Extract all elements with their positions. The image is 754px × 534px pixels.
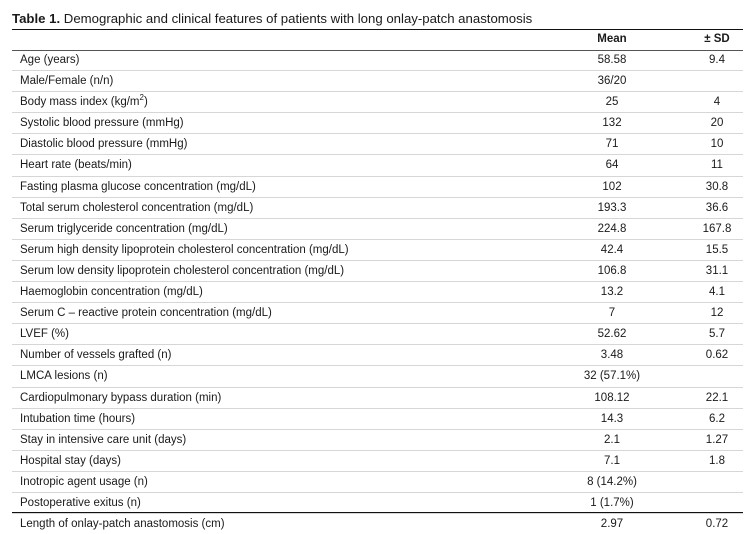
row-mean: 193.3: [597, 201, 627, 214]
row-mean: 14.3: [600, 412, 624, 425]
row-sd: 15.5: [705, 243, 729, 256]
table-row: [12, 282, 743, 303]
table-row: [12, 451, 743, 472]
table-row: [12, 514, 743, 534]
table-row: [12, 177, 743, 198]
row-mean: 32 (57.1%): [583, 370, 641, 383]
row-sd: 0.72: [705, 518, 729, 531]
row-label: Intubation time (hours): [20, 412, 136, 425]
row-mean: 2.1: [604, 433, 620, 446]
row-mean: 52.62: [597, 328, 627, 341]
bottom-rule: [12, 512, 743, 513]
row-mean: 7.1: [604, 454, 620, 467]
row-label: Inotropic agent usage (n): [20, 475, 148, 488]
row-label: Diastolic blood pressure (mmHg): [20, 138, 188, 151]
row-mean: 71: [605, 138, 619, 151]
row-mean: 25: [605, 96, 619, 109]
row-label: Age (years): [20, 54, 80, 66]
row-mean: 2.97: [600, 518, 624, 531]
table-caption: [12, 10, 532, 28]
row-label: Length of onlay-patch anastomosis (cm): [20, 518, 225, 531]
row-label: LVEF (%): [20, 328, 69, 341]
row-sd: 9.4: [709, 54, 725, 66]
row-mean: 42.4: [600, 243, 624, 256]
table-row: [12, 430, 743, 451]
row-mean: 1 (1.7%): [590, 496, 634, 509]
header-mean: Mean: [597, 33, 627, 45]
row-label: Total serum cholesterol concentration (mg/dL): [20, 201, 254, 214]
row-label: Fasting plasma glucose concentration (mg/dL): [20, 180, 256, 193]
table-row: [12, 261, 743, 282]
row-label: Serum C – reactive protein concentration (mg/dL): [20, 307, 272, 320]
header-sd: ± SD: [704, 33, 730, 45]
row-sd: 5.7: [709, 328, 725, 341]
row-label-text: Body mass index (kg/m: [20, 96, 140, 109]
row-label: Serum high density lipoprotein cholesterol concentration (mg/dL): [20, 243, 349, 256]
row-label: Number of vessels grafted (n): [20, 349, 172, 362]
row-label: Hospital stay (days): [20, 454, 121, 467]
caption-text: Demographic and clinical features of patients with long onlay-patch anastomosis: [60, 11, 533, 26]
table-row: [12, 324, 743, 345]
row-mean: 3.48: [600, 349, 624, 362]
table-row: [12, 388, 743, 409]
table-row: [12, 493, 743, 514]
table-row: [12, 345, 743, 366]
row-sd: 4.1: [709, 286, 725, 299]
row-mean: 102: [602, 180, 622, 193]
row-mean: 8 (14.2%): [587, 475, 637, 488]
row-sd: 20: [710, 117, 724, 130]
row-sd: 6.2: [709, 412, 725, 425]
row-mean: 13.2: [600, 286, 624, 299]
row-mean: 106.8: [597, 264, 627, 277]
table-row: [12, 219, 743, 240]
table-row: [12, 155, 743, 176]
table-row: [12, 366, 743, 387]
row-sd: 12: [710, 307, 724, 320]
row-label: Cardiopulmonary bypass duration (min): [20, 391, 222, 404]
table-header: [12, 30, 743, 51]
row-label: Male/Female (n/n): [20, 75, 114, 88]
row-label: Serum low density lipoprotein cholesterol concentration (mg/dL): [20, 264, 345, 277]
caption-label: Table 1.: [12, 11, 61, 26]
row-label: [20, 92, 148, 112]
table-row: [12, 240, 743, 261]
table-body: [12, 50, 743, 534]
row-label: Serum triglyceride concentration (mg/dL): [20, 222, 228, 235]
table-row: [12, 198, 743, 219]
table-row: [12, 303, 743, 324]
row-sd: 31.1: [705, 264, 729, 277]
row-mean: 64: [605, 159, 619, 172]
row-sd: 30.8: [705, 180, 729, 193]
table-row: [12, 50, 743, 71]
row-sd: 167.8: [702, 222, 732, 235]
row-sd: 11: [711, 159, 723, 172]
row-sd: 10: [710, 138, 724, 151]
row-label: Systolic blood pressure (mmHg): [20, 117, 184, 130]
table-row: [12, 472, 743, 493]
row-mean: 36/20: [597, 75, 627, 88]
row-label-superscript: 2: [139, 93, 144, 103]
row-label: LMCA lesions (n): [20, 370, 108, 383]
table-row: [12, 71, 743, 92]
row-mean: 224.8: [597, 222, 627, 235]
row-sd: 22.1: [705, 391, 729, 404]
row-mean: 132: [602, 117, 622, 130]
row-sd: 36.6: [705, 201, 729, 214]
row-label: Haemoglobin concentration (mg/dL): [20, 286, 203, 299]
row-mean: 58.58: [597, 54, 627, 66]
row-label: Heart rate (beats/min): [20, 159, 132, 172]
row-sd: 1.27: [705, 433, 729, 446]
table-row: [12, 409, 743, 430]
table-row: [12, 134, 743, 155]
table-row: [12, 92, 743, 113]
row-label: Stay in intensive care unit (days): [20, 433, 187, 446]
row-label-text: ): [143, 96, 148, 109]
row-sd: 0.62: [705, 349, 729, 362]
row-sd: 1.8: [709, 454, 725, 467]
row-mean: 108.12: [594, 391, 630, 404]
row-mean: 7: [608, 307, 616, 320]
row-sd: 4: [713, 96, 721, 109]
row-label: Postoperative exitus (n): [20, 496, 141, 509]
table-row: [12, 113, 743, 134]
